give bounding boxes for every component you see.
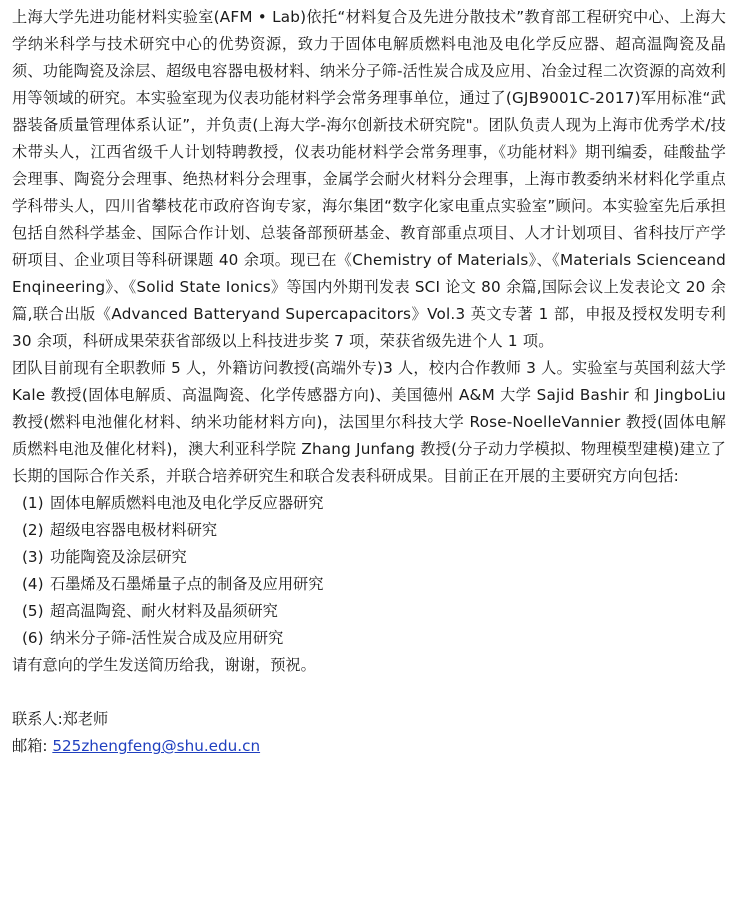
list-item: [12, 517, 726, 544]
intro-paragraph: 上海大学先进功能材料实验室(AFM • Lab)依托“材料复合及先进分散技术”教育部工程研究中心、上海大学纳米科学与技术研究中心的优势资源，致力于固体电解质燃料电池及电化学反应器、超高温陶瓷及晶须、功能陶瓷及涂层、超级电容器电极材料、纳米分子筛-活性炭合成及应用、冶金过程二次资源的高效利用等领域的研究。本实验室现为仪表功能材料学会常务理事单位，通过了(GJB9001C-2017)军用标准“武器装备质量管理体系认证”，并负责(上海大学-海尔创新技术研究院"。团队负责人现为上海市优秀学术/技术带头人，江西省级千人计划特聘教授，仪表功能材料学会常务理事，《功能材料》期刊编委，硅酸盐学会理事、陶瓷分会理事、绝热材料分会理事，金属学会耐火材料分会理事，上海市教委纳米材料化学重点学科带头人，四川省攀枝花市政府咨询专家，海尔集团“数字化家电重点实验室”顾问。本实验室先后承担包括自然科学基金、国际合作计划、总装备部预研基金、教育部重点项目、人才计划项目、省科技厅产学研项目、企业项目等科研课题 40 余项。现已在《Chemistry of Materials》、《Materials Scienceand Enqineering》、《Solid State Ionics》等国内外期刊发表 SCI 论文 80 余篇,国际会议上发表论文 20 余篇,联合出版《Advanced Batteryand Supercapacitors》Vol.3 英文专著 1 部，申报及授权发明专利 30 余项，科研成果荣获省部级以上科技进步奖 7 项，荣获省级先进个人 1 项。: [12, 8, 726, 350]
list-item-text: 超级电容器电极材料研究: [50, 521, 218, 539]
research-directions-list: [12, 490, 726, 652]
list-item-number: (6): [22, 629, 44, 647]
list-item-number: (2): [22, 521, 44, 539]
list-item: [12, 571, 726, 598]
list-item: [12, 544, 726, 571]
list-item-number: (5): [22, 602, 44, 620]
list-item: [12, 490, 726, 517]
list-item-number: (3): [22, 548, 44, 566]
list-item-text: 功能陶瓷及涂层研究: [50, 548, 187, 566]
list-item-text: 石墨烯及石墨烯量子点的制备及应用研究: [50, 575, 324, 593]
document-page: [12, 4, 726, 760]
list-item-number: (4): [22, 575, 44, 593]
list-item-number: (1): [22, 494, 44, 512]
list-item: [12, 598, 726, 625]
list-item-text: 固体电解质燃料电池及电化学反应器研究: [50, 494, 324, 512]
list-item: [12, 625, 726, 652]
contact-email-line: [12, 733, 726, 760]
list-item-text: 纳米分子筛-活性炭合成及应用研究: [50, 629, 284, 647]
closing-line: 请有意向的学生发送简历给我，谢谢，预祝。: [12, 656, 316, 674]
email-label: 邮箱:: [12, 737, 53, 755]
list-item-text: 超高温陶瓷、耐火材料及晶须研究: [50, 602, 278, 620]
email-link[interactable]: 525zhengfeng@shu.edu.cn: [52, 737, 261, 755]
team-paragraph: 团队目前现有全职教师 5 人，外籍访问教授(高端外专)3 人，校内合作教师 3 人。实验室与英国利兹大学 Kale 教授(固体电解质、高温陶瓷、化学传感器方向)、美国德州 A&M 大学 Sajid Bashir 和 JingboLiu 教授(燃料电池催化材料、纳米功能材料方向)，法国里尔科技大学 Rose-NoelleVannier 教授(固体电解质燃料电池及催化材料)，澳大利亚科学院 Zhang Junfang 教授(分子动力学模拟、物理模型建模)建立了长期的国际合作关系，并联合培养研究生和联合发表科研成果。目前正在开展的主要研究方向包括:: [12, 359, 726, 485]
contact-person: 联系人:郑老师: [12, 710, 109, 728]
contact-block: [12, 706, 726, 760]
